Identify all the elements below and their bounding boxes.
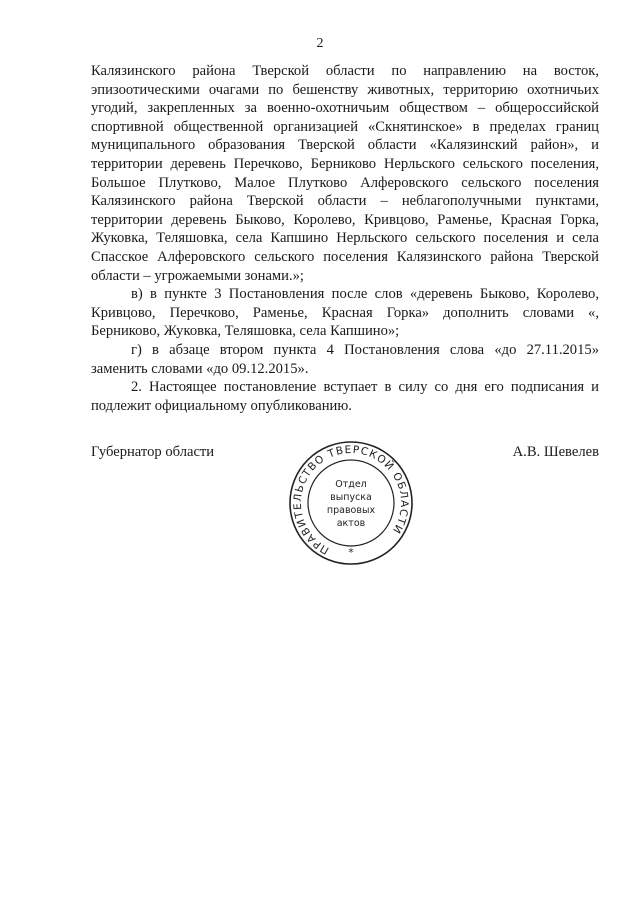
paragraph-item-2: 2. Настоящее постановление вступает в силу со дня его подписания и подлежит официальному опубликованию. <box>91 379 599 414</box>
paragraph-item-v: в) в пункте 3 Постановления после слов «деревень Быково, Королево, Кривцово, Перечково, Раменье, Красная Горка» дополнить словами «, Берниково, Жуковка, Теляшовка, села Капшино»; <box>91 286 599 340</box>
stamp-ring-text: ПРАВИТЕЛЬСТВО ТВЕРСКОЙ ОБЛАСТИ <box>291 443 411 557</box>
paragraph-item-g: г) в абзаце втором пункта 4 Постановления слова «до 27.11.2015» заменить словами «до 09.12.2015». <box>91 341 599 377</box>
paragraph-continuation: Калязинского района Тверской области по направлению на восток, эпизоотическими очагами по бешенству животных, территорию охотничьих угодий, закрепленных за военно-охотничьим обществом – общероссийской спортивной общественной организацией «Скнятинское» в пределах границ муниципального образования Тверской области «Калязинский район», и территории деревень Перечково, Берниково Нерльского сельского поселения, Большое Плутково, Малое Плутково Алферовского сельского поселения Калязинского района Тверской области – неблагополучными пунктами, территории деревень Быково, Королево, Кривцово, Раменье, Красная Горка, Жуковка, Теляшовка, села Капшино Нерльского сельского поселения и села Спасское Алферовского сельского поселения Калязинского района Тверской области – угрожаемыми зонами.»; <box>91 63 599 284</box>
stamp-line-2: выпуска <box>330 492 372 503</box>
stamp-line-1: Отдел <box>335 479 367 490</box>
document-body <box>91 62 599 415</box>
page-number: 2 <box>316 36 324 51</box>
stamp-line-4: актов <box>336 518 366 529</box>
signatory-name: А.В. Шевелев <box>512 444 599 460</box>
signatory-title: Губернатор области <box>91 444 215 460</box>
official-stamp <box>286 438 416 568</box>
stamp-line-3: правовых <box>326 505 376 516</box>
stamp-star: * <box>348 546 354 559</box>
